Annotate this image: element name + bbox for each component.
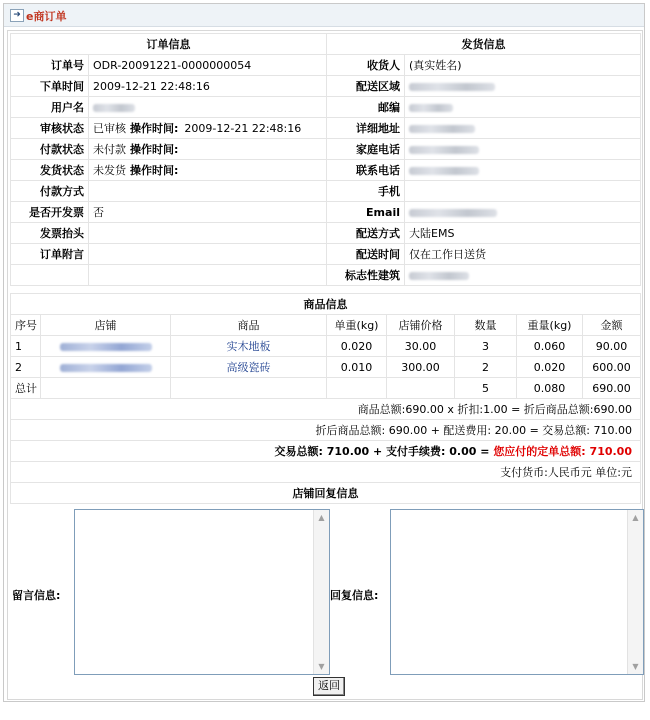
order-field-text: 否 [93, 206, 104, 219]
order-field-label: 是否开发票 [11, 202, 89, 223]
ship-field-value [405, 223, 641, 244]
redacted-text [409, 167, 479, 175]
order-field-text: 2009-12-21 22:48:16 [93, 79, 210, 93]
order-field-label: 发货状态 [11, 160, 89, 181]
order-field-label: 付款状态 [11, 139, 89, 160]
goods-title: 商品信息 [11, 294, 641, 315]
redacted-text [409, 104, 453, 112]
goods-cell-shop [41, 357, 171, 378]
goods-cell-price: 300.00 [387, 357, 455, 378]
order-field-label: 订单号 [11, 55, 89, 76]
order-field-text: 未付款 [93, 143, 126, 156]
order-field-value [89, 244, 327, 265]
order-field-value [89, 223, 327, 244]
order-field-text: 已审核 [93, 122, 126, 135]
goods-cell-amount: 600.00 [583, 357, 641, 378]
redacted-shop-link[interactable] [60, 343, 152, 351]
goods-column-header: 店铺 [41, 315, 171, 336]
reply-title: 店铺回复信息 [11, 483, 641, 504]
order-field-value [89, 202, 327, 223]
ship-field-value [405, 160, 641, 181]
order-field-text: ODR-20091221-0000000054 [93, 58, 252, 72]
goods-column-header: 单重(kg) [327, 315, 387, 336]
reply-scrollbar[interactable] [627, 510, 643, 674]
message-label: 留言信息: [12, 589, 61, 602]
scroll-up-icon[interactable]: ▲ [632, 513, 639, 522]
total-label: 总计 [11, 378, 41, 399]
order-field-label: 付款方式 [11, 181, 89, 202]
ship-field-label: Email [327, 202, 405, 223]
ship-field-value [405, 97, 641, 118]
ship-field-label: 配送区域 [327, 76, 405, 97]
message-textarea[interactable] [74, 509, 330, 675]
ship-field-label: 标志性建筑 [327, 265, 405, 286]
redacted-text [409, 146, 479, 154]
reply-textarea[interactable] [390, 509, 644, 675]
order-info-title: 订单信息 [11, 34, 327, 55]
total-amount: 690.00 [583, 378, 641, 399]
goods-cell-unit-weight: 0.020 [327, 336, 387, 357]
goods-column-header: 商品 [171, 315, 327, 336]
order-field-value [89, 76, 327, 97]
goods-cell-qty: 2 [455, 357, 517, 378]
goods-cell-no: 2 [11, 357, 41, 378]
goods-cell-qty: 3 [455, 336, 517, 357]
redacted-text [409, 83, 495, 91]
ship-field-label: 邮编 [327, 97, 405, 118]
ship-field-value [405, 139, 641, 160]
ship-field-value [405, 181, 641, 202]
op-time-label: 操作时间: [130, 143, 179, 156]
order-field-label: 订单附言 [11, 244, 89, 265]
panel-header [4, 4, 644, 27]
goods-cell-unit-weight: 0.010 [327, 357, 387, 378]
trade-total-text: 交易总额: 710.00 + 支付手续费: 0.00 = [274, 445, 490, 458]
redacted-text [409, 125, 475, 133]
goods-cell-shop [41, 336, 171, 357]
order-content [7, 30, 643, 700]
ship-field-label: 收货人 [327, 55, 405, 76]
ship-field-label: 手机 [327, 181, 405, 202]
goods-cell-price: 30.00 [387, 336, 455, 357]
goods-cell-product[interactable]: 高级瓷砖 [171, 357, 327, 378]
scroll-down-icon[interactable]: ▼ [632, 662, 639, 671]
redacted-text [93, 104, 135, 112]
total-weight: 0.080 [517, 378, 583, 399]
panel-title: e商订单 [26, 10, 67, 23]
ship-field-label: 配送方式 [327, 223, 405, 244]
redacted-text [409, 209, 497, 217]
summary-line-3 [11, 441, 641, 462]
order-field-label: 审核状态 [11, 118, 89, 139]
goods-cell-weight: 0.060 [517, 336, 583, 357]
ship-field-text: 仅在工作日送货 [409, 248, 486, 261]
goods-cell-amount: 90.00 [583, 336, 641, 357]
ship-field-value [405, 76, 641, 97]
order-field-label: 用户名 [11, 97, 89, 118]
reply-area [10, 507, 640, 675]
order-field-value [89, 118, 327, 139]
reply-box [390, 509, 644, 675]
ship-field-label: 家庭电话 [327, 139, 405, 160]
reply-label: 回复信息: [330, 589, 379, 602]
order-field-text: 未发货 [93, 164, 126, 177]
summary-line-2: 折后商品总额: 690.00 + 配送费用: 20.00 = 交易总额: 710.00 [11, 420, 641, 441]
ship-field-value [405, 202, 641, 223]
ship-field-text: (真实姓名) [409, 59, 462, 72]
arrow-right-icon: ➜ [10, 9, 24, 22]
order-field-value [89, 97, 327, 118]
redacted-text [409, 272, 469, 280]
order-field-label [11, 265, 89, 286]
ship-field-value [405, 244, 641, 265]
ship-field-value [405, 265, 641, 286]
op-time-value: 2009-12-21 22:48:16 [184, 122, 302, 135]
goods-column-header: 数量 [455, 315, 517, 336]
ship-info-title: 发货信息 [327, 34, 641, 55]
ship-field-text: 大陆EMS [409, 227, 455, 240]
ship-field-label: 配送时间 [327, 244, 405, 265]
ship-field-label: 联系电话 [327, 160, 405, 181]
order-field-label: 发票抬头 [11, 223, 89, 244]
ship-field-value [405, 118, 641, 139]
goods-column-header: 序号 [11, 315, 41, 336]
op-time-label: 操作时间: [130, 122, 179, 135]
goods-column-header: 重量(kg) [517, 315, 583, 336]
ship-field-value [405, 55, 641, 76]
back-button[interactable]: 返回 [313, 677, 345, 696]
goods-cell-no: 1 [11, 336, 41, 357]
goods-column-header: 店铺价格 [387, 315, 455, 336]
currency-line: 支付货币:人民币元 单位:元 [11, 462, 641, 483]
redacted-shop-link[interactable] [60, 364, 152, 372]
goods-table [10, 293, 641, 504]
goods-row [11, 336, 641, 357]
order-field-value [89, 265, 327, 286]
order-field-value [89, 181, 327, 202]
payable-total-text: 您应付的定单总额: 710.00 [493, 445, 632, 458]
goods-column-header: 金额 [583, 315, 641, 336]
order-field-label: 下单时间 [11, 76, 89, 97]
order-panel [3, 3, 645, 702]
scroll-down-icon[interactable]: ▼ [318, 662, 325, 671]
goods-row [11, 357, 641, 378]
op-time-label: 操作时间: [130, 164, 179, 177]
total-qty: 5 [455, 378, 517, 399]
scroll-up-icon[interactable]: ▲ [318, 513, 325, 522]
message-box [74, 509, 330, 675]
order-field-value [89, 139, 327, 160]
goods-cell-product[interactable]: 实木地板 [171, 336, 327, 357]
message-scrollbar[interactable] [313, 510, 329, 674]
goods-cell-weight: 0.020 [517, 357, 583, 378]
order-info-table [10, 33, 641, 286]
ship-field-label: 详细地址 [327, 118, 405, 139]
summary-line-1: 商品总额:690.00 x 折扣:1.00 = 折后商品总额:690.00 [11, 399, 641, 420]
order-field-value [89, 55, 327, 76]
order-field-value [89, 160, 327, 181]
